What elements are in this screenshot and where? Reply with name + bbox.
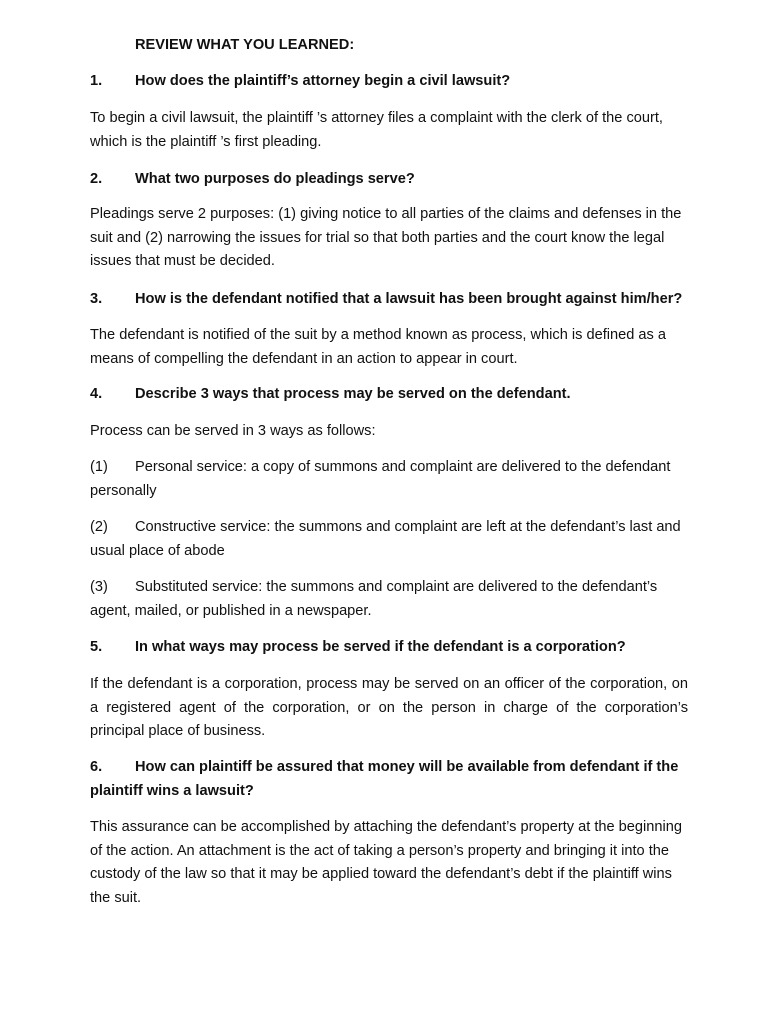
question-text: How does the plaintiff’s attorney begin a civil lawsuit? (135, 73, 511, 89)
answer-3: The defendant is notified of the suit by a method known as process, which is defined as a means of compelling the defendant in an action to appear in court. (90, 327, 666, 367)
answer-2: Pleadings serve 2 purposes: (1) giving notice to all parties of the claims and defenses in the suit and (2) narrowing the issues for trial so that both parties and the court know the legal issues that must be decided. (90, 206, 682, 269)
question-5 (90, 636, 688, 660)
answer-5: If the defendant is a corporation, process may be served on an officer of the corporation, on a registered agent of the corporation, or on the person in charge of the corporation’s principal place of business. (90, 676, 688, 739)
question-4 (90, 383, 688, 407)
list-item (90, 576, 688, 623)
list-item-text: Constructive service: the summons and complaint are left at the defendant’s last and usual place of abode (90, 519, 681, 559)
question-number: 4. (90, 386, 103, 402)
list-item (90, 456, 688, 503)
list-item (90, 516, 688, 563)
question-text: What two purposes do pleadings serve? (135, 171, 415, 187)
question-2 (90, 168, 688, 192)
answer-1: To begin a civil lawsuit, the plaintiff ’s attorney files a complaint with the clerk of the court, which is the plaintiff ’s first pleading. (90, 110, 663, 150)
question-3 (90, 288, 688, 312)
question-number: 3. (90, 291, 103, 307)
question-text: How is the defendant notified that a lawsuit has been brought against him/her? (135, 291, 683, 307)
answer-4: Process can be served in 3 ways as follows: (90, 423, 376, 439)
list-item-number: (3) (90, 579, 108, 595)
list-item-number: (1) (90, 459, 108, 475)
list-item-number: (2) (90, 519, 108, 535)
question-text: How can plaintiff be assured that money will be available from defendant if the plaintiff wins a lawsuit? (90, 759, 679, 799)
question-6 (90, 756, 688, 803)
list-item-text: Personal service: a copy of summons and complaint are delivered to the defendant personally (90, 459, 671, 499)
question-number: 1. (90, 73, 103, 89)
question-number: 5. (90, 639, 103, 655)
question-number: 2. (90, 171, 103, 187)
question-number: 6. (90, 759, 103, 775)
question-1 (90, 70, 688, 94)
answer-6: This assurance can be accomplished by attaching the defendant’s property at the beginning of the action. An attachment is the act of taking a person’s property and bringing it into the custody of the law so that it may be applied toward the defendant’s debt if the plaintiff wins the suit. (90, 819, 682, 906)
question-text: Describe 3 ways that process may be served on the defendant. (135, 386, 571, 402)
page-title: REVIEW WHAT YOU LEARNED: (135, 37, 355, 53)
question-text: In what ways may process be served if the defendant is a corporation? (135, 639, 626, 655)
list-item-text: Substituted service: the summons and complaint are delivered to the defendant’s agent, mailed, or published in a newspaper. (90, 579, 658, 619)
